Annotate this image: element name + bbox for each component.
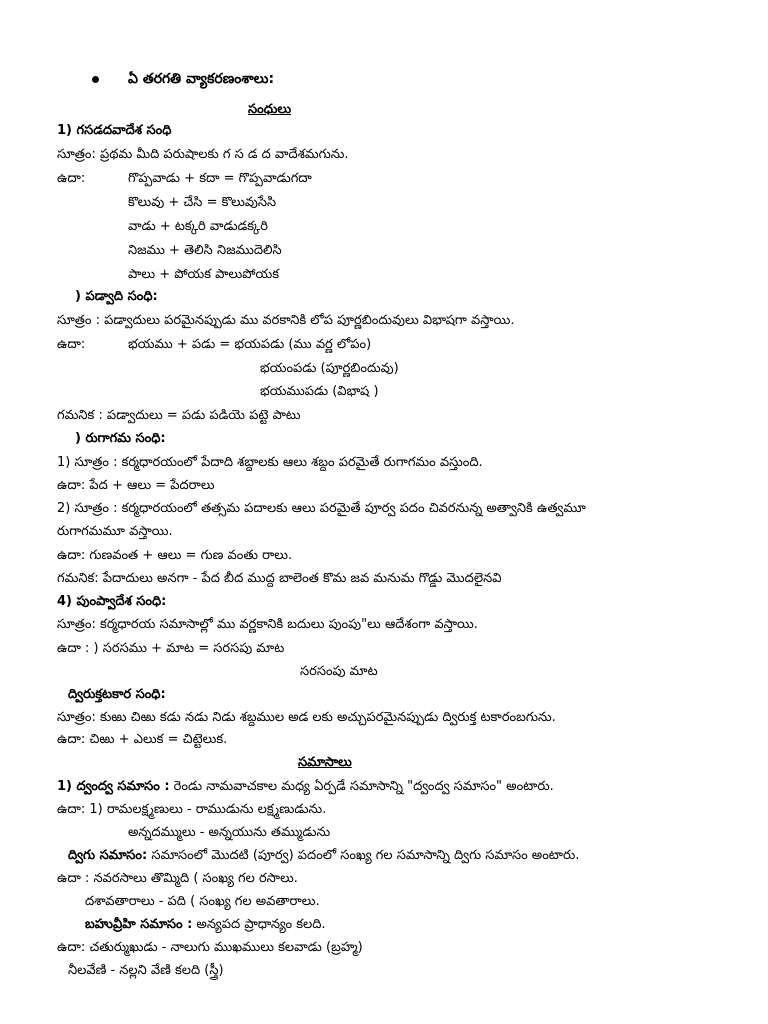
sandhi-5-example: ఉదా: చిఱు + ఎలుక = చిట్టెలుక.: [57, 732, 228, 747]
bullet-icon: [92, 76, 99, 83]
sandhi-1-title: 1) గసడదవాదేశ సంధి: [57, 123, 172, 138]
sandhi-1-sutram: సూత్రం: ప్రథమ మీది పరుషాలకు గ స డ ద వాదేశమగును.: [57, 147, 349, 162]
samasa-3-line: [85, 916, 326, 934]
samasa-3-text: అన్యపద ప్రాధాన్యం కలది.: [192, 917, 326, 932]
samasa-2-example: దశావతారాలు - పది ( సంఖ్య గల అవతారాలు.: [85, 894, 320, 909]
sandhi-4-example: ఉదా : ) సరసము + మాట = సరసపు మాట: [57, 641, 285, 656]
sandhi-4-title: 4) పుంప్వాదేశ సంధి:: [57, 594, 167, 609]
samasa-2-title: ద్విగు సమాసం:: [68, 848, 148, 863]
sandhi-3-example-1: ఉదా: పేద + ఆలు = పేదరాలు: [57, 478, 215, 493]
sandhi-3-sutram-2: 2) సూత్రం : కర్మధారయంలో తత్సమ పదాలకు ఆలు పరమైతే పూర్వ పదం చివరనున్న అత్వానికి ఉత్వమూ: [57, 501, 586, 516]
samasa-1-example: ఉదా: 1) రామలక్ష్మణులు - రాముడును లక్ష్మణుడును.: [57, 802, 327, 817]
sandhi-3-sutram-1: 1) సూత్రం : కర్మధారయంలో పేదాది శబ్దాలకు ఆలు శబ్దం పరమైతే రుగాగమం వస్తుంది.: [57, 455, 483, 470]
sandhi-1-example-label: ఉదా:: [57, 171, 86, 186]
sandhi-2-example-label: ఉదా:: [57, 337, 86, 352]
sandhi-2-note: గమనిక : పడ్వాదులు = పడు పడియె పట్టె పాటు: [57, 408, 301, 423]
sandhi-3-example-2: ఉదా: గుణవంత + ఆలు = గుణ వంతు రాలు.: [57, 548, 293, 563]
sandhi-2-example: భయముపడు (విభాష ): [260, 384, 379, 399]
sandhi-1-example: గొప్పవాడు + కదా = గొప్పవాడుగదా: [128, 171, 312, 186]
sandhi-3-sutram-2-cont: రుగాగమమూ వస్తాయి.: [57, 524, 173, 539]
sandhi-3-title: ) రుగాగమ సంధి:: [75, 431, 166, 446]
samasa-3-title: బహువ్రీహి సమాసం :: [85, 917, 193, 932]
sandhi-2-example: భయంపడు (పూర్ణబిందువు): [260, 361, 399, 376]
samasa-1-line: [57, 778, 554, 796]
sandhi-4-example-alt: సరసంపు మాట: [300, 664, 378, 679]
sandhi-1-example: పాలు + పోయక పాలుపోయక: [128, 267, 280, 282]
sandhi-4-sutram: సూత్రం: కర్మధారయ సమాసాల్లో ము వర్ణకానికి బదులు పుంపు"లు ఆదేశంగా వస్తాయి.: [57, 617, 478, 632]
samasa-1-text: రెండు నామవాచకాల మధ్య ఏర్పడే సమాసాన్ని "ద్వంద్వ సమాసం" అంటారు.: [169, 779, 554, 794]
samasa-1-title: 1) ద్వంద్వ సమాసం :: [57, 779, 170, 794]
sandhi-2-example: భయము + పడు = భయపడు (ము వర్ణ లోపం): [128, 337, 372, 352]
samasa-2-text: సమాసంలో మొదటి (పూర్వ) పదంలో సంఖ్య గల సమాసాన్ని ద్విగు సమాసం అంటారు.: [147, 848, 580, 863]
sandhi-1-example: నిజము + తెలిసి నిజముదెలిసి: [128, 243, 282, 258]
sandhi-5-title: ద్విరుక్తటకార సంధి:: [68, 687, 166, 702]
sandhi-5-sutram: సూత్రం: కుఱు చిఱు కడు నడు నిడు శబ్దముల అడ లకు అచ్చుపరమైనప్పుడు ద్విరుక్త టకారంబగును.: [57, 710, 556, 725]
samasa-2-example: ఉదా : నవరసాలు తొమ్మిది ( సంఖ్య గల రసాలు.: [57, 871, 298, 886]
sandhi-3-note: గమనిక: పేదాదులు అనగా - పేద బీద ముద్ద బాలెంత కొమ జవ మనుమ గొడ్డు మొదలైనవి: [57, 571, 502, 586]
sandhi-1-example: కొలువు + చేసి = కొలువుసేసి: [128, 195, 277, 210]
sandhi-1-example: వాడు + టక్కరి వాడుడక్కరి: [128, 219, 268, 234]
sandhi-2-title: ) పడ్వాది సంధి:: [75, 289, 158, 304]
samasa-3-example: ఉదా: చతుర్ముఖుడు - నాలుగు ముఖములు కలవాడు (బ్రహ్మ): [57, 940, 363, 955]
sandhi-2-sutram: సూత్రం : పడ్వాదులు పరమైనప్పుడు ము వరకానికి లోప పూర్ణబిందువులు విభాషగా వస్తాయి.: [57, 313, 515, 328]
samasa-1-example: అన్నదమ్ములు - అన్నయును తమ్ముడును: [128, 825, 331, 840]
samasa-3-example: నీలవేణి - నల్లని వేణి కలది (స్త్రీ): [68, 963, 224, 978]
section-title-sandhulu: సంధులు: [248, 102, 292, 117]
samasa-2-line: [68, 847, 579, 865]
section-title-samasalu: సమాసాలు: [298, 755, 352, 770]
document-heading: ఏ తరగతి వ్యాకరణంశాలు:: [128, 71, 275, 87]
